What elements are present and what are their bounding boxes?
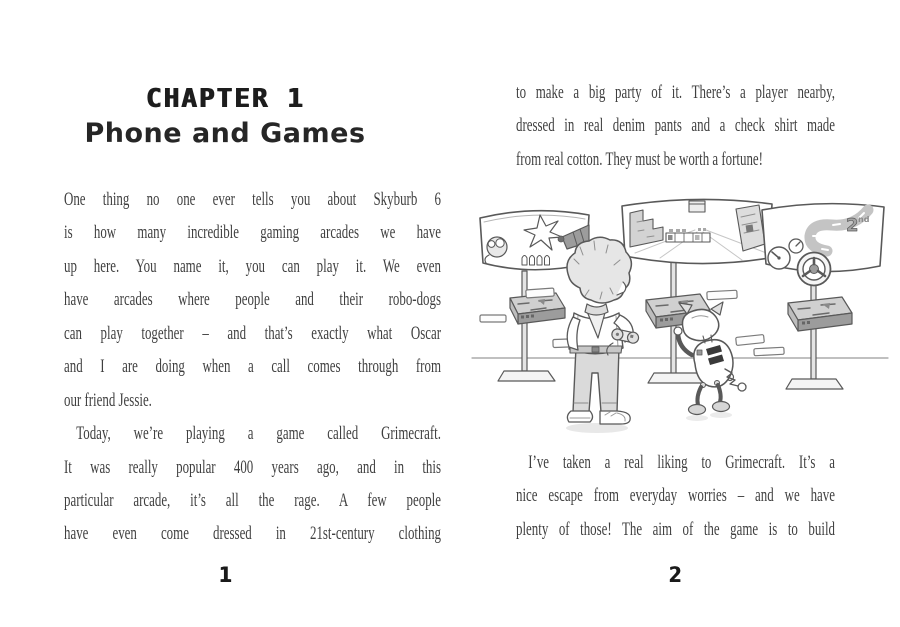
text-line: have even come dressed in 21st-century clothing (64, 523, 441, 545)
steering-wheel-icon (798, 253, 831, 286)
text-line: One thing no one ever tells you about Skyburb 6 (64, 189, 441, 210)
svg-text:nd: nd (858, 215, 870, 224)
console-right (788, 297, 852, 331)
kid-character (566, 237, 640, 433)
kid-scarf (585, 304, 608, 315)
text-line: to make a big party of it. There’s a player nearby, (516, 82, 835, 103)
right-body-text-top (516, 76, 835, 176)
text-line: nice escape from everyday worries – and we have (516, 485, 835, 507)
text-line: have arcades where people and their robo-dogs (64, 289, 441, 311)
arcade-illustration-svg (470, 197, 890, 437)
text-line: can play together – and that’s exactly what Oscar (64, 322, 441, 344)
text-line: plenty of those! The aim of the game is to build (516, 518, 835, 540)
text-line: is how many incredible gaming arcades we have (64, 222, 441, 244)
racing-game-screen (762, 204, 884, 286)
text-line: I’ve taken a real liking to Grimecraft. It’s a (528, 452, 835, 473)
kid-jeans (573, 347, 619, 412)
text-line: up here. You name it, you can play it. We even (64, 255, 441, 277)
text-line: dressed in real denim pants and a check shirt made (516, 115, 835, 137)
floating-cube-icon (689, 201, 705, 212)
arcade-illustration (470, 197, 890, 437)
text-line: It was really popular 400 years ago, and in this (64, 456, 441, 478)
chapter-title: Phone and Games (84, 118, 366, 149)
text-line: and I are doing when a call comes through from (64, 356, 441, 378)
left-body-text (64, 183, 441, 551)
arcade-station-right (762, 204, 884, 389)
page-number-right: 2 (668, 563, 682, 587)
chapter-label: CHAPTER 1 (145, 84, 305, 114)
text-line: from real cotton. They must be worth a fortune! (516, 148, 763, 170)
text-line: our friend Jessie. (64, 389, 152, 411)
builder-game-screen (622, 199, 772, 263)
svg-text:2: 2 (846, 215, 859, 236)
robo-dog-character (674, 302, 746, 421)
text-line: Today, we’re playing a game called Grimecraft. (76, 423, 441, 445)
robo-dog-head (682, 309, 718, 340)
right-body-text-bottom (516, 446, 835, 546)
kid-shoe-left (567, 411, 592, 422)
page-number-left: 1 (218, 563, 232, 587)
text-line: particular arcade, it’s all the rage. A few people (64, 489, 441, 511)
